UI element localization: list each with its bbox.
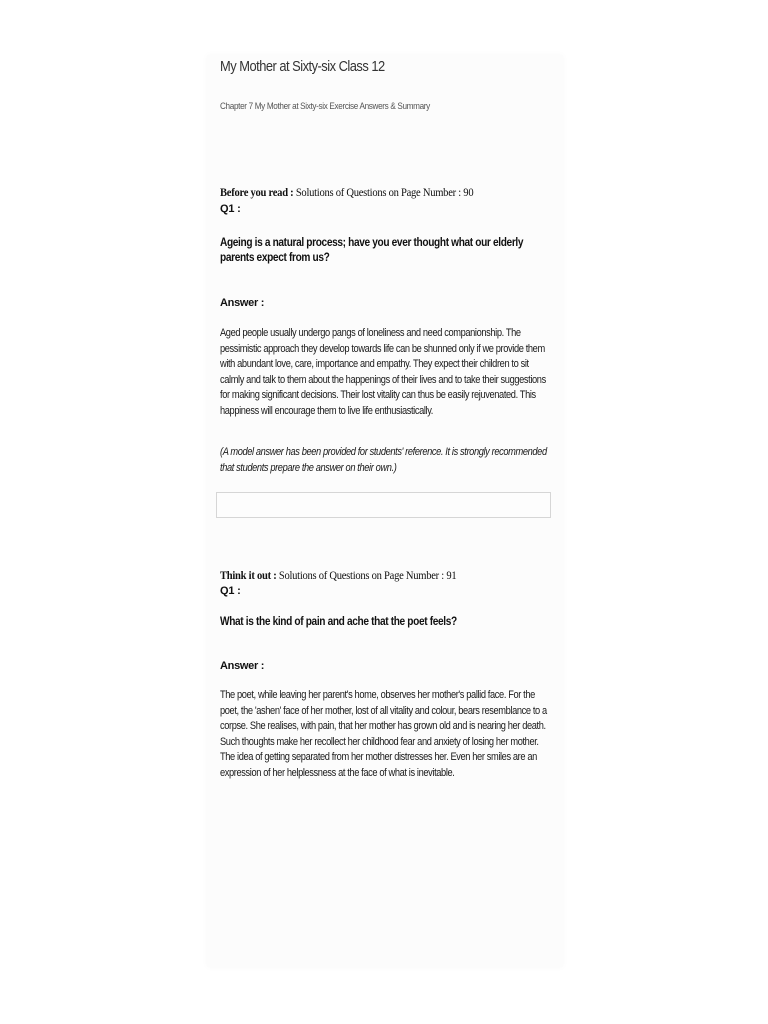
answer-label: Answer : bbox=[220, 297, 265, 309]
question-text: What is the kind of pain and ache that the poet feels? bbox=[220, 616, 457, 628]
section-heading-label: Think it out : bbox=[220, 568, 277, 582]
question-text: Ageing is a natural process; have you ever thought what our elderly parents expect from us? bbox=[220, 237, 524, 264]
model-answer-note: (A model answer has been provided for students' reference. It is strongly recommended that students prepare the answer on their own.) bbox=[220, 446, 547, 474]
answer-label: Answer : bbox=[220, 660, 265, 672]
section-heading-before-you-read bbox=[220, 185, 554, 200]
question-number: Q1 : bbox=[220, 203, 241, 215]
answer-text: The poet, while leaving her parent's home, observes her mother's pallid face. For the poet, the 'ashen' face of her mother, lost of all vitality and colour, bears resemblance to a corpse. She realises, with pain, that her mother has grown old and is nearing her death. Such thoughts make her recollect her childhood fear and anxiety of losing her mother. The idea of getting separated from her mother distresses her. Even her smiles are an expression of her helplessness at the face of what is inevitable. bbox=[220, 689, 547, 779]
section-heading-text: Solutions of Questions on Page Number : 90 bbox=[293, 185, 474, 199]
question-number: Q1 : bbox=[220, 585, 241, 597]
section-heading-text: Solutions of Questions on Page Number : 91 bbox=[276, 568, 457, 582]
answer-text: Aged people usually undergo pangs of loneliness and need companionship. The pessimistic approach they develop towards life can be shunned only if we provide them with abundant love, care, importance and empathy. They expect their children to sit calmly and talk to them about the happenings of their lives and to take their suggestions for making significant decisions. Their lost vitality can thus be easily rejuvenated. This happiness will encourage them to live life enthusiastically. bbox=[220, 327, 546, 417]
section-heading-label: Before you read : bbox=[220, 185, 294, 199]
blank-box bbox=[216, 492, 551, 518]
document-title: My Mother at Sixty-six Class 12 bbox=[220, 58, 385, 75]
document-subtitle: Chapter 7 My Mother at Sixty-six Exercise Answers & Summary bbox=[220, 101, 430, 112]
section-heading-think-it-out bbox=[220, 568, 554, 583]
